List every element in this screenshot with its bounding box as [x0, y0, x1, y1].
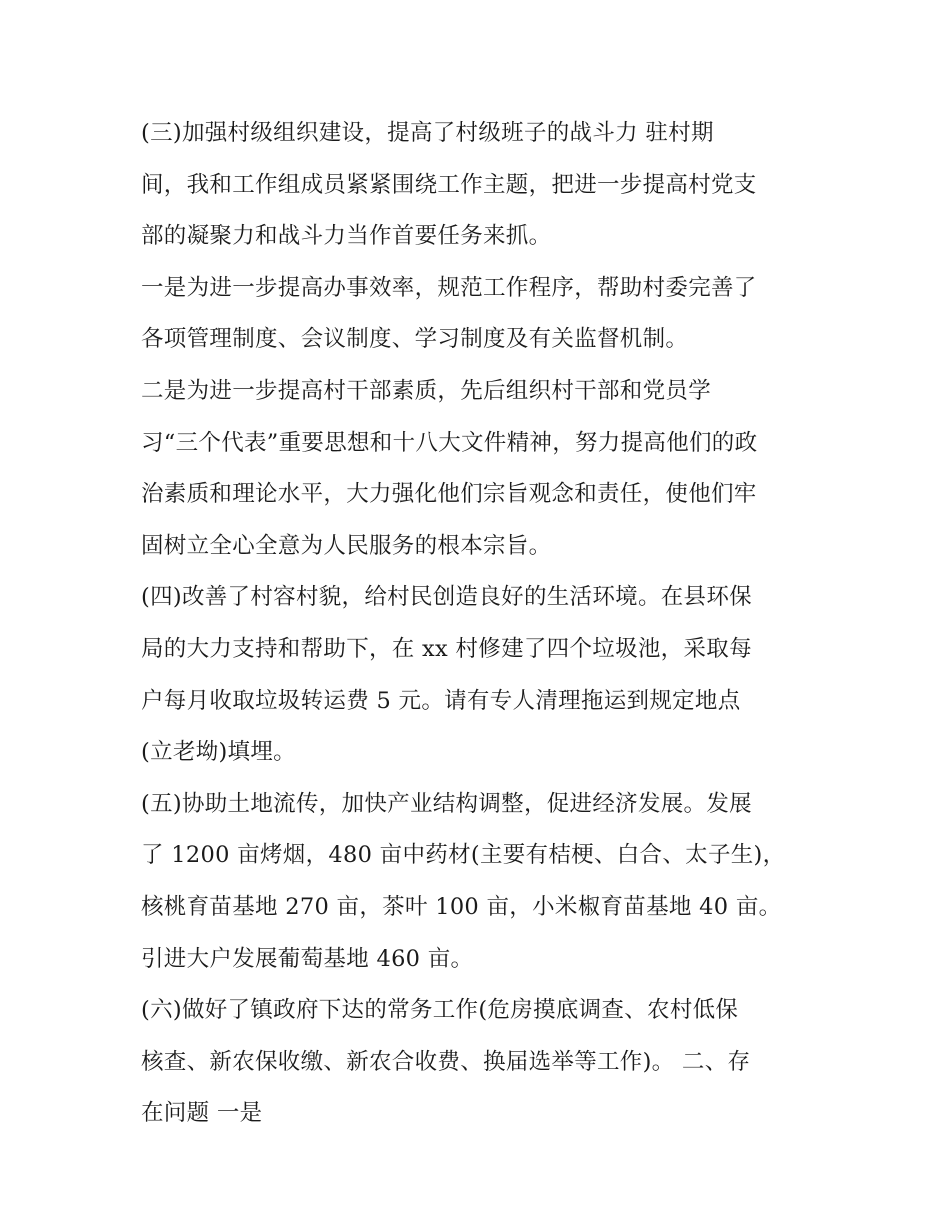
text-line: 在问题 一是 [141, 1100, 263, 1127]
text-line: 习“三个代表”重要思想和十八大文件精神，努力提高他们的政 [141, 429, 758, 456]
text-line: (四)改善了村容村貌，给村民创造良好的生活环境。在县环保 [141, 584, 752, 611]
text-line: 部的凝聚力和战斗力当作首要任务来抓。 [141, 223, 552, 250]
text-line: (五)协助土地流传，加快产业结构调整，促进经济发展。发展 [141, 790, 752, 817]
text-line: (三)加强村级组织建设，提高了村级班子的战斗力 驻村期 [141, 120, 714, 146]
text-line: 各项管理制度、会议制度、学习制度及有关监督机制。 [141, 326, 689, 353]
text-line: 二是为进一步提高村干部素质，先后组织村干部和党员学 [141, 377, 712, 404]
text-line: 户每月收取垃圾转运费 5 元。请有专人清理拖运到规定地点 [141, 687, 741, 714]
document-body [141, 108, 821, 1140]
text-line: (六)做好了镇政府下达的常务工作(危房摸底调查、农村低保 [141, 997, 739, 1024]
text-line: 了 1200 亩烤烟，480 亩中药材(主要有桔梗、白合、太子生)， [141, 842, 786, 869]
text-line: 一是为进一步提高办事效率，规范工作程序，帮助村委完善了 [141, 274, 757, 301]
text-line: (立老坳)填埋。 [141, 739, 296, 766]
text-line: 固树立全心全意为人民服务的根本宗旨。 [141, 532, 552, 559]
text-line: 治素质和理论水平，大力强化他们宗旨观念和责任，使他们牢 [141, 481, 757, 508]
text-line: 核查、新农保收缴、新农合收费、换届选举等工作)。 二、存 [141, 1048, 751, 1075]
text-line: 间，我和工作组成员紧紧围绕工作主题，把进一步提高村党支 [141, 171, 757, 198]
text-line: 核桃育苗基地 270 亩，茶叶 100 亩，小米椒育苗基地 40 亩。 [141, 893, 782, 920]
text-line: 引进大户发展葡萄基地 460 亩。 [141, 945, 474, 972]
text-line: 局的大力支持和帮助下，在 xx 村修建了四个垃圾池，采取每 [141, 635, 752, 662]
